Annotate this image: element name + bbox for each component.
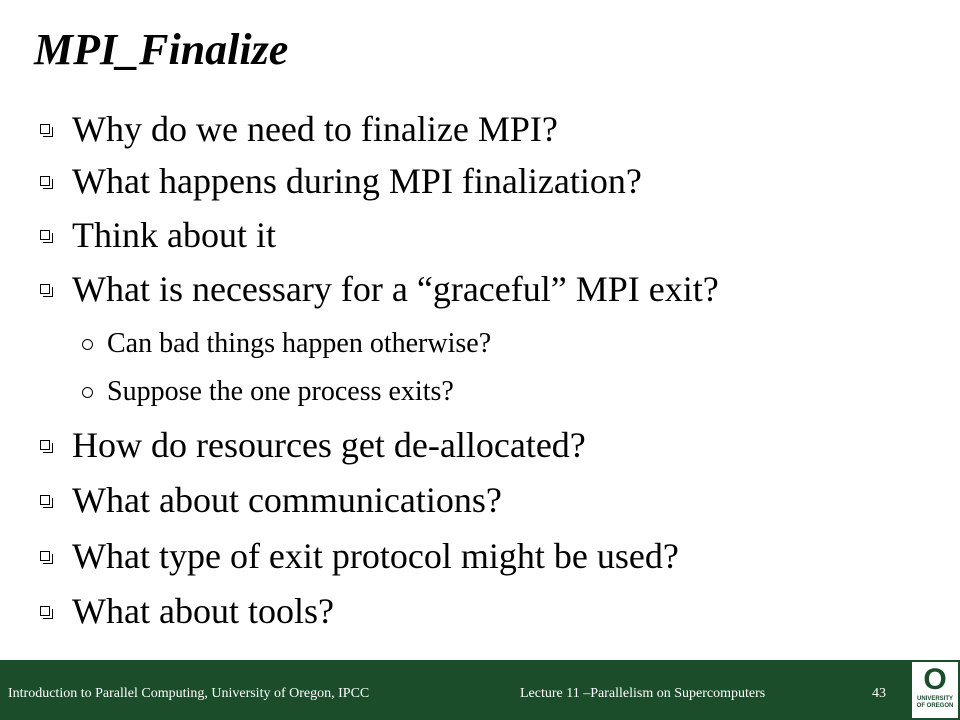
circle-bullet-icon	[82, 339, 93, 350]
university-logo	[912, 662, 958, 718]
square-bullet-icon	[40, 124, 50, 134]
logo-line-1: UNIVERSITY	[916, 696, 953, 702]
logo-wordmark	[912, 696, 958, 710]
square-bullet-icon	[40, 440, 50, 450]
footer-course-text: Introduction to Parallel Computing, University of Oregon, IPCC	[8, 686, 370, 701]
bullet-text: Why do we need to finalize MPI?	[72, 109, 558, 149]
square-bullet-icon	[40, 284, 50, 294]
bullet-item	[40, 104, 558, 154]
square-bullet-icon	[40, 551, 50, 561]
sub-bullet-text: Suppose the one process exits?	[107, 376, 454, 407]
bullet-text: Think about it	[72, 215, 276, 255]
bullet-text: How do resources get de-allocated?	[72, 425, 586, 465]
footer-bar	[0, 660, 960, 720]
page-number: 43	[872, 686, 886, 701]
logo-line-2: OF OREGON	[916, 703, 954, 709]
bullet-text: What is necessary for a “graceful” MPI exit?	[72, 269, 719, 309]
bullet-text: What happens during MPI finalization?	[72, 161, 642, 201]
square-bullet-icon	[40, 176, 50, 186]
circle-bullet-icon	[82, 387, 93, 398]
bullet-text: What about tools?	[72, 591, 334, 631]
logo-o-icon: O	[923, 663, 947, 696]
bullet-item	[40, 264, 719, 314]
square-bullet-icon	[40, 230, 50, 240]
slide-title: MPI_Finalize	[34, 25, 289, 74]
bullet-text: What type of exit protocol might be used?	[72, 536, 679, 576]
footer-lecture-text: Lecture 11 –Parallelism on Supercomputers	[520, 686, 766, 701]
sub-bullet-text: Can bad things happen otherwise?	[107, 328, 492, 359]
sub-bullet-item	[78, 324, 491, 364]
bullet-text: What about communications?	[72, 480, 502, 520]
bullet-item	[40, 156, 642, 206]
bullet-item	[40, 475, 502, 525]
bullet-item	[40, 531, 679, 581]
square-bullet-icon	[40, 495, 50, 505]
bullet-item	[40, 586, 334, 636]
bullet-item	[40, 210, 276, 260]
bullet-item	[40, 420, 586, 470]
square-bullet-icon	[40, 606, 50, 616]
sub-bullet-item	[78, 372, 454, 412]
